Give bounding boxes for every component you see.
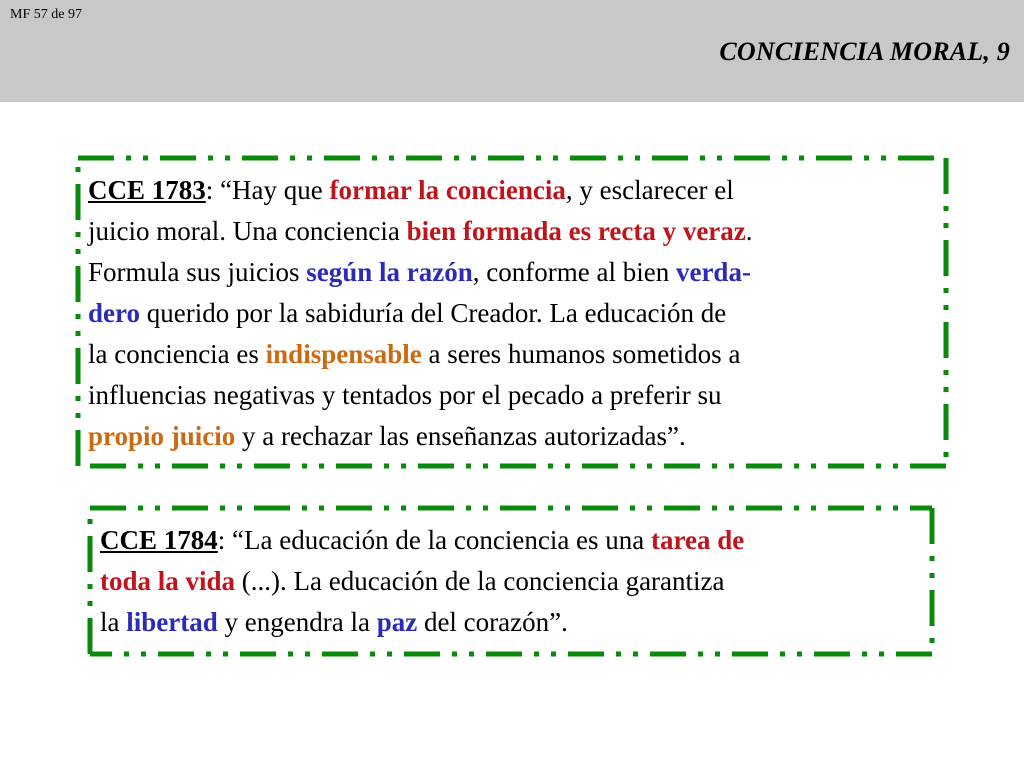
- quote-line: [100, 602, 744, 643]
- quote-text-segment: , conforme al bien: [472, 257, 676, 287]
- catechism-reference: CCE 1783: [88, 175, 206, 205]
- quote-text-segment: a seres humanos sometidos a: [421, 339, 741, 369]
- emphasis-text: según la razón: [306, 257, 473, 287]
- quote-cce-1783: [88, 170, 753, 457]
- slide-number: MF 57 de 97: [10, 7, 82, 22]
- quote-line: [88, 375, 753, 416]
- quote-text-segment: .: [745, 216, 753, 246]
- quote-text-segment: Formula sus juicios: [88, 257, 307, 287]
- emphasis-text: paz: [376, 607, 418, 637]
- emphasis-text: indispensable: [265, 339, 422, 369]
- quote-text-segment: , y esclarecer el: [565, 175, 734, 205]
- quote-line: [88, 211, 753, 252]
- quote-text-segment: (...). La educación de la conciencia garantiza: [235, 566, 725, 596]
- emphasis-text: verda-: [675, 257, 751, 287]
- quote-text-segment: la conciencia es: [88, 339, 266, 369]
- quote-text-segment: del corazón”.: [417, 607, 568, 637]
- quote-line: [88, 252, 753, 293]
- quote-line: [100, 561, 744, 602]
- quote-line: [88, 293, 753, 334]
- emphasis-text: formar la conciencia: [329, 175, 566, 205]
- catechism-reference: CCE 1784: [100, 525, 218, 555]
- emphasis-text: tarea de: [651, 525, 745, 555]
- quote-text-segment: y a rechazar las enseñanzas autorizadas”.: [235, 421, 686, 451]
- quote-text-segment: : “Hay que: [205, 175, 330, 205]
- quote-text-segment: : “La educación de la conciencia es una: [217, 525, 652, 555]
- header-bar: [0, 0, 1024, 102]
- quote-text-segment: querido por la sabiduría del Creador. La educación de: [140, 298, 727, 328]
- emphasis-text: dero: [88, 298, 140, 328]
- slide-title: CONCIENCIA MORAL, 9: [719, 37, 1010, 66]
- quote-text-segment: y engendra la: [217, 607, 377, 637]
- quote-line: [100, 520, 744, 561]
- quote-line: [88, 416, 753, 457]
- emphasis-text: bien formada es recta y veraz: [406, 216, 746, 246]
- quote-text-segment: juicio moral. Una conciencia: [88, 216, 407, 246]
- quote-text-segment: influencias negativas y tentados por el pecado a preferir su: [88, 380, 722, 410]
- emphasis-text: libertad: [126, 607, 218, 637]
- quote-text-segment: la: [100, 607, 127, 637]
- quote-cce-1784: [100, 520, 744, 643]
- emphasis-text: toda la vida: [100, 566, 236, 596]
- emphasis-text: propio juicio: [88, 421, 236, 451]
- quote-line: [88, 334, 753, 375]
- quote-line: [88, 170, 753, 211]
